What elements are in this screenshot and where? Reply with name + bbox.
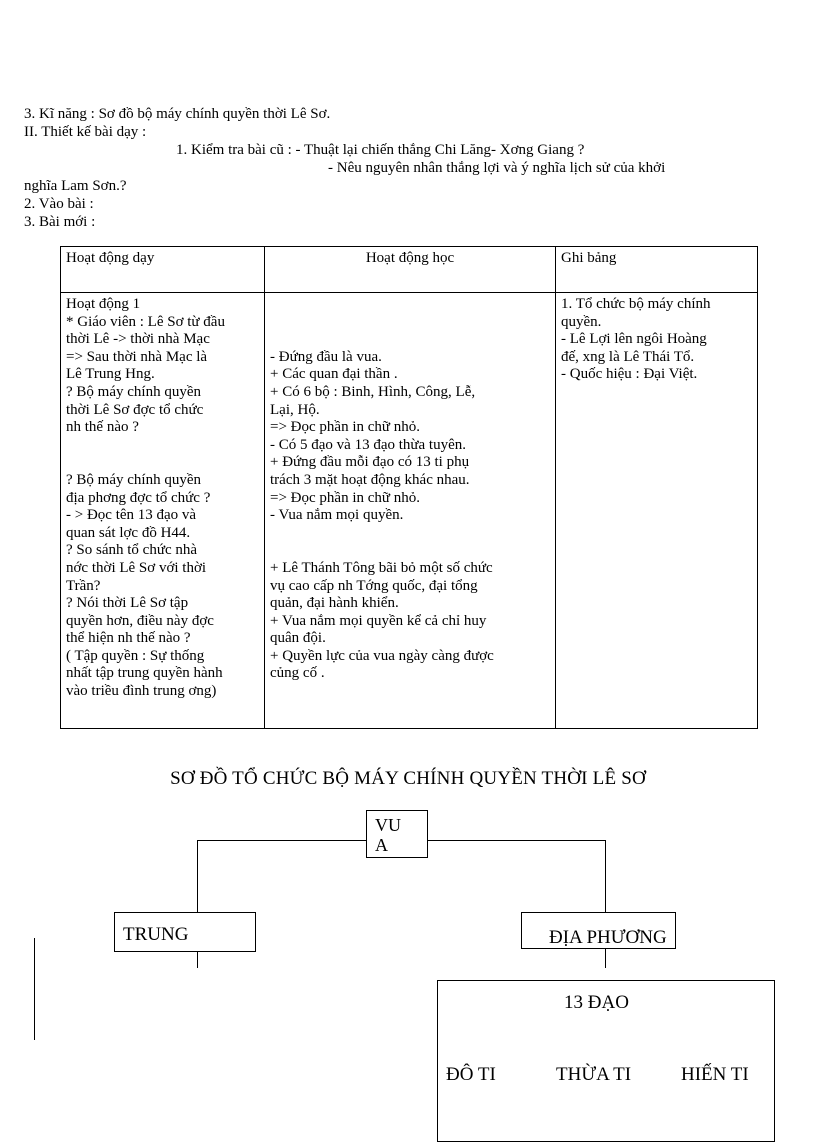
- teach-line: quan sát lợc đồ H44.: [66, 524, 191, 541]
- teach-line: quyền hơn, điều này đợc: [66, 612, 214, 629]
- central-box: [114, 912, 256, 952]
- learn-line: + Quyền lực của vua ngày càng được: [270, 647, 494, 664]
- teach-line: * Giáo viên : Lê Sơ từ đầu: [66, 313, 225, 330]
- learn-line: + Vua nắm mọi quyền kể cả chỉ huy: [270, 612, 487, 629]
- teach-line: ? So sánh tổ chức nhà: [66, 542, 198, 559]
- learn-line: + Các quan đại thần .: [270, 366, 398, 383]
- learn-line: - Có 5 đạo và 13 đạo thừa tuyên.: [270, 436, 467, 453]
- connector-line: [605, 840, 606, 912]
- learn-line: + Lê Thánh Tông bãi bỏ một số chức: [270, 559, 493, 576]
- learn-line: => Đọc phần in chữ nhỏ.: [270, 489, 421, 506]
- king-label-2: A: [375, 835, 388, 855]
- local-label: ĐỊA PHƯƠNG: [549, 927, 667, 948]
- local-box: [521, 912, 676, 949]
- table-header-row: [61, 247, 758, 293]
- lesson-table: [60, 246, 758, 729]
- learn-line: + Đứng đầu mỗi đạo có 13 ti phụ: [270, 454, 470, 471]
- learn-line: Lại, Hộ.: [270, 401, 320, 418]
- learn-line: + Có 6 bộ : Binh, Hình, Công, Lễ,: [270, 383, 476, 400]
- learn-line: => Đọc phần in chữ nhỏ.: [270, 419, 421, 436]
- teach-line: ? Nói thời Lê Sơ tập: [66, 595, 189, 612]
- design-heading: II. Thiết kế bài dạy :: [24, 124, 147, 140]
- king-label-1: VU: [375, 815, 401, 835]
- teach-cell: [61, 293, 265, 729]
- office-do-ti: ĐÔ TI: [446, 1064, 496, 1085]
- header-teach: Hoạt động dạy: [61, 247, 265, 293]
- teach-line: thời Lê -> thời nhà Mạc: [66, 331, 210, 348]
- teach-line: ( Tập quyền : Sự thống: [66, 647, 205, 664]
- learn-line: vụ cao cấp nh Tớng quốc, đại tổng: [270, 577, 478, 594]
- header-board: Ghi bảng: [556, 247, 758, 293]
- office-thua-ti: THỪA TI: [556, 1064, 632, 1085]
- skill-line: 3. Kĩ năng : Sơ đồ bộ máy chính quyền thời Lê Sơ.: [24, 106, 331, 122]
- teach-line: vào triều đình trung ơng): [66, 683, 217, 700]
- board-cell: [556, 293, 758, 729]
- provinces-box: [437, 980, 775, 1142]
- teach-line: - > Đọc tên 13 đạo và: [66, 507, 197, 524]
- teach-line: thời Lê Sơ đợc tổ chức: [66, 401, 204, 418]
- connector-line: [605, 948, 606, 968]
- teach-line: nớc thời Lê Sơ với thời: [66, 559, 207, 576]
- teach-line: Hoạt động 1: [66, 296, 141, 312]
- learn-line: - Vua nắm mọi quyền.: [270, 507, 404, 524]
- check-question-2-cont: nghĩa Lam Sơn.?: [24, 178, 127, 194]
- board-line: - Quốc hiệu : Đại Việt.: [561, 366, 698, 383]
- check-question-2: - Nêu nguyên nhân thắng lợi và ý nghĩa lịch sử của khởi: [328, 160, 666, 176]
- king-box: [366, 810, 428, 858]
- teach-line: Trần?: [66, 577, 101, 594]
- check-old-lesson: 1. Kiểm tra bài cũ : - Thuật lại chiến thắng Chi Lăng- Xơng Giang ?: [176, 142, 585, 158]
- learn-line: - Đứng đầu là vua.: [270, 348, 382, 365]
- new-lesson-heading: 3. Bài mới :: [24, 214, 96, 230]
- learn-line: củng cố .: [270, 665, 325, 682]
- teach-line: địa phơng đợc tổ chức ?: [66, 489, 211, 506]
- connector-line: [197, 840, 198, 912]
- connector-line: [427, 840, 605, 841]
- margin-rule: [34, 938, 35, 1040]
- connector-line: [197, 840, 367, 841]
- teach-line: thể hiện nh thế nào ?: [66, 630, 191, 647]
- central-label: TRUNG: [123, 924, 189, 945]
- teach-line: nhất tập trung quyền hành: [66, 665, 223, 682]
- learn-line: quân đội.: [270, 630, 326, 647]
- learn-line: trách 3 mặt hoạt động khác nhau.: [270, 471, 470, 488]
- teach-line: => Sau thời nhà Mạc là: [66, 348, 208, 365]
- teach-line: nh thế nào ?: [66, 419, 139, 436]
- learn-cell: [265, 293, 556, 729]
- connector-line: [197, 951, 198, 968]
- teach-line: Lê Trung Hng.: [66, 366, 155, 383]
- learn-line: quản, đại hành khiển.: [270, 595, 399, 612]
- teach-line: ? Bộ máy chính quyền: [66, 471, 201, 488]
- intro-heading: 2. Vào bài :: [24, 196, 94, 212]
- board-line: 1. Tổ chức bộ máy chính: [561, 296, 711, 312]
- board-line: - Lê Lợi lên ngôi Hoàng: [561, 331, 707, 348]
- office-hien-ti: HIẾN TI: [681, 1064, 749, 1085]
- board-line: đế, xng là Lê Thái Tổ.: [561, 348, 695, 365]
- diagram-title: SƠ ĐỒ TỔ CHỨC BỘ MÁY CHÍNH QUYỀN THỜI LÊ SƠ: [170, 768, 646, 789]
- table-row: [61, 293, 758, 729]
- teach-line: ? Bộ máy chính quyền: [66, 383, 201, 400]
- provinces-label: 13 ĐẠO: [564, 992, 629, 1013]
- board-line: quyền.: [561, 313, 602, 330]
- header-learn: Hoạt động học: [265, 247, 556, 293]
